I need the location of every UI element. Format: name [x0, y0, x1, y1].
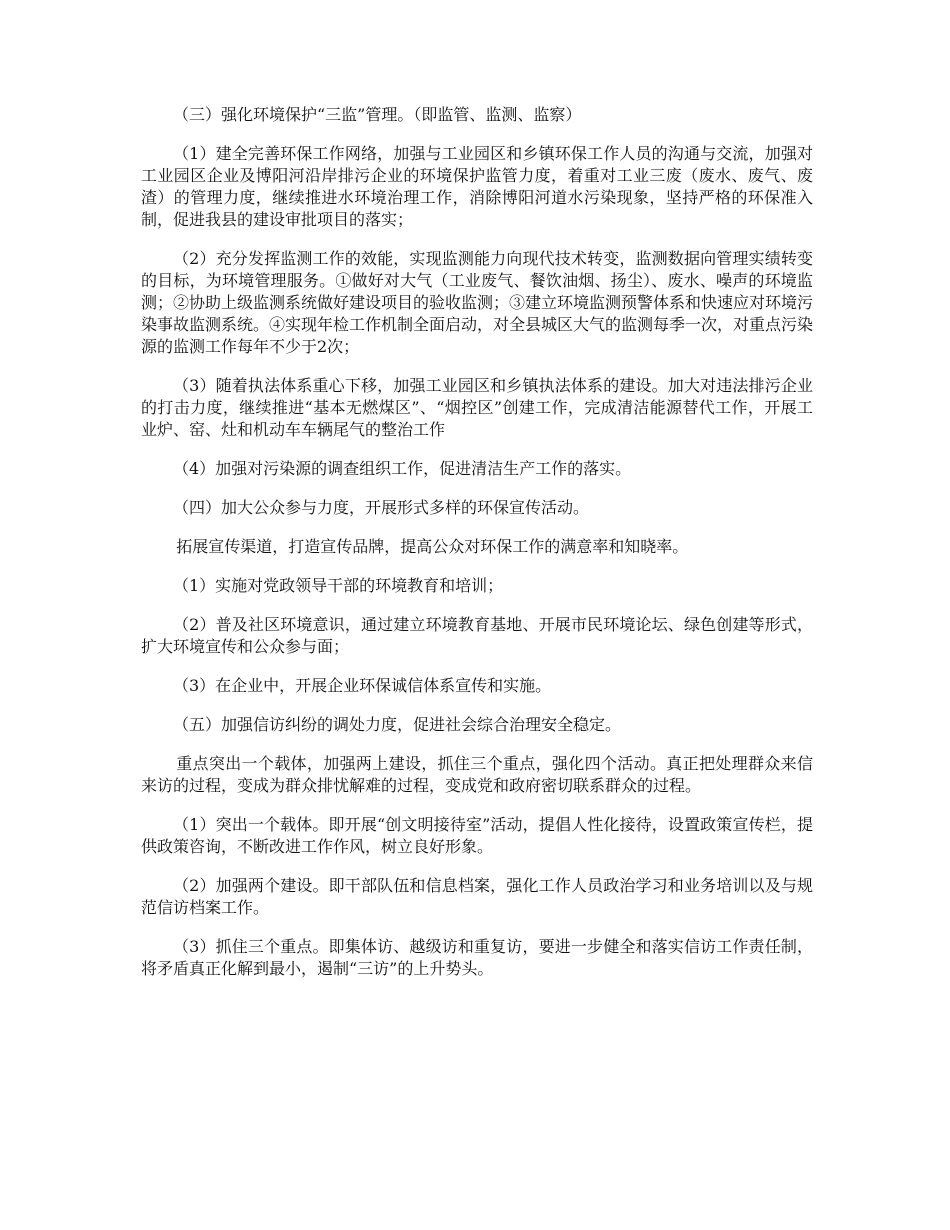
- paragraph-4-intro: 拓展宣传渠道，打造宣传品牌，提高公众对环保工作的满意率和知晓率。: [176, 537, 689, 556]
- paragraph-3-3: （3）随着执法体系重心下移，加强工业园区和乡镇执法体系的建设。加大对违法排污企业的打击力度，继续推进“基本无燃煤区”、“烟控区”创建工作，完成清洁能源替代工作，开展工业炉、窑、灶和机动车车辆尾气的整治工作: [141, 376, 813, 439]
- paragraph-5-2: （2）加强两个建设。即干部队伍和信息档案，强化工作人员政治学习和业务培训以及与规范信访档案工作。: [141, 876, 813, 917]
- paragraph-4-3: （3）在企业中，开展企业环保诚信体系宣传和实施。: [173, 676, 552, 695]
- paragraph-5-3: （3）抓住三个重点。即集体访、越级访和重复访，要进一步健全和落实信访工作责任制，将矛盾真正化解到最小，遏制“三访”的上升势头。: [141, 937, 813, 978]
- section-heading-4: （四）加大公众参与力度，开展形式多样的环保宣传活动。: [173, 498, 590, 517]
- section-heading-5: （五）加强信访纠纷的调处力度，促进社会综合治理安全稳定。: [173, 715, 622, 734]
- paragraph-3-4: （4）加强对污染源的调查组织工作，促进清洁生产工作的落实。: [173, 459, 632, 478]
- paragraph-3-2: （2）充分发挥监测工作的效能，实现监测能力向现代技术转变，监测数据向管理实绩转变的目标，为环境管理服务。①做好对大气（工业废气、餐饮油烟、扬尘）、废水、噪声的环境监测；②协助上级监测系统做好建设项目的验收监测；③建立环境监测预警体系和快速应对环境污染事故监测系统。④实现年检工作机制全面启动，对全县城区大气的监测每季一次，对重点污染源的监测工作每年不少于2次；: [141, 249, 814, 356]
- paragraph-3-1: （1）建全完善环保工作网络，加强与工业园区和乡镇环保工作人员的沟通与交流，加强对工业园区企业及博阳河沿岸排污企业的环境保护监管力度，着重对工业三废（废水、废气、废渣）的管理力度，继续推进水环境治理工作，消除博阳河道水污染现象，坚持严格的环保准入制，促进我县的建设审批项目的落实；: [141, 144, 813, 229]
- paragraph-4-1: （1）实施对党政领导干部的环境教育和培训；: [173, 576, 504, 595]
- section-heading-3: （三）强化环境保护“三监”管理。（即监管、监测、监察）: [173, 105, 582, 124]
- paragraph-5-intro: 重点突出一个载体，加强两上建设，抓住三个重点，强化四个活动。真正把处理群众来信来访的过程，变成为群众排忧解难的过程，变成党和政府密切联系群众的过程。: [141, 754, 813, 795]
- paragraph-4-2: （2）普及社区环境意识，通过建立环境教育基地、开展市民环境论坛、绿色创建等形式，扩大环境宣传和公众参与面；: [141, 615, 813, 656]
- paragraph-5-1: （1）突出一个载体。即开展“创文明接待室”活动，提倡人性化接待，设置政策宣传栏，提供政策咨询，不断改进工作作风，树立良好形象。: [141, 815, 813, 856]
- document-body: [141, 104, 813, 997]
